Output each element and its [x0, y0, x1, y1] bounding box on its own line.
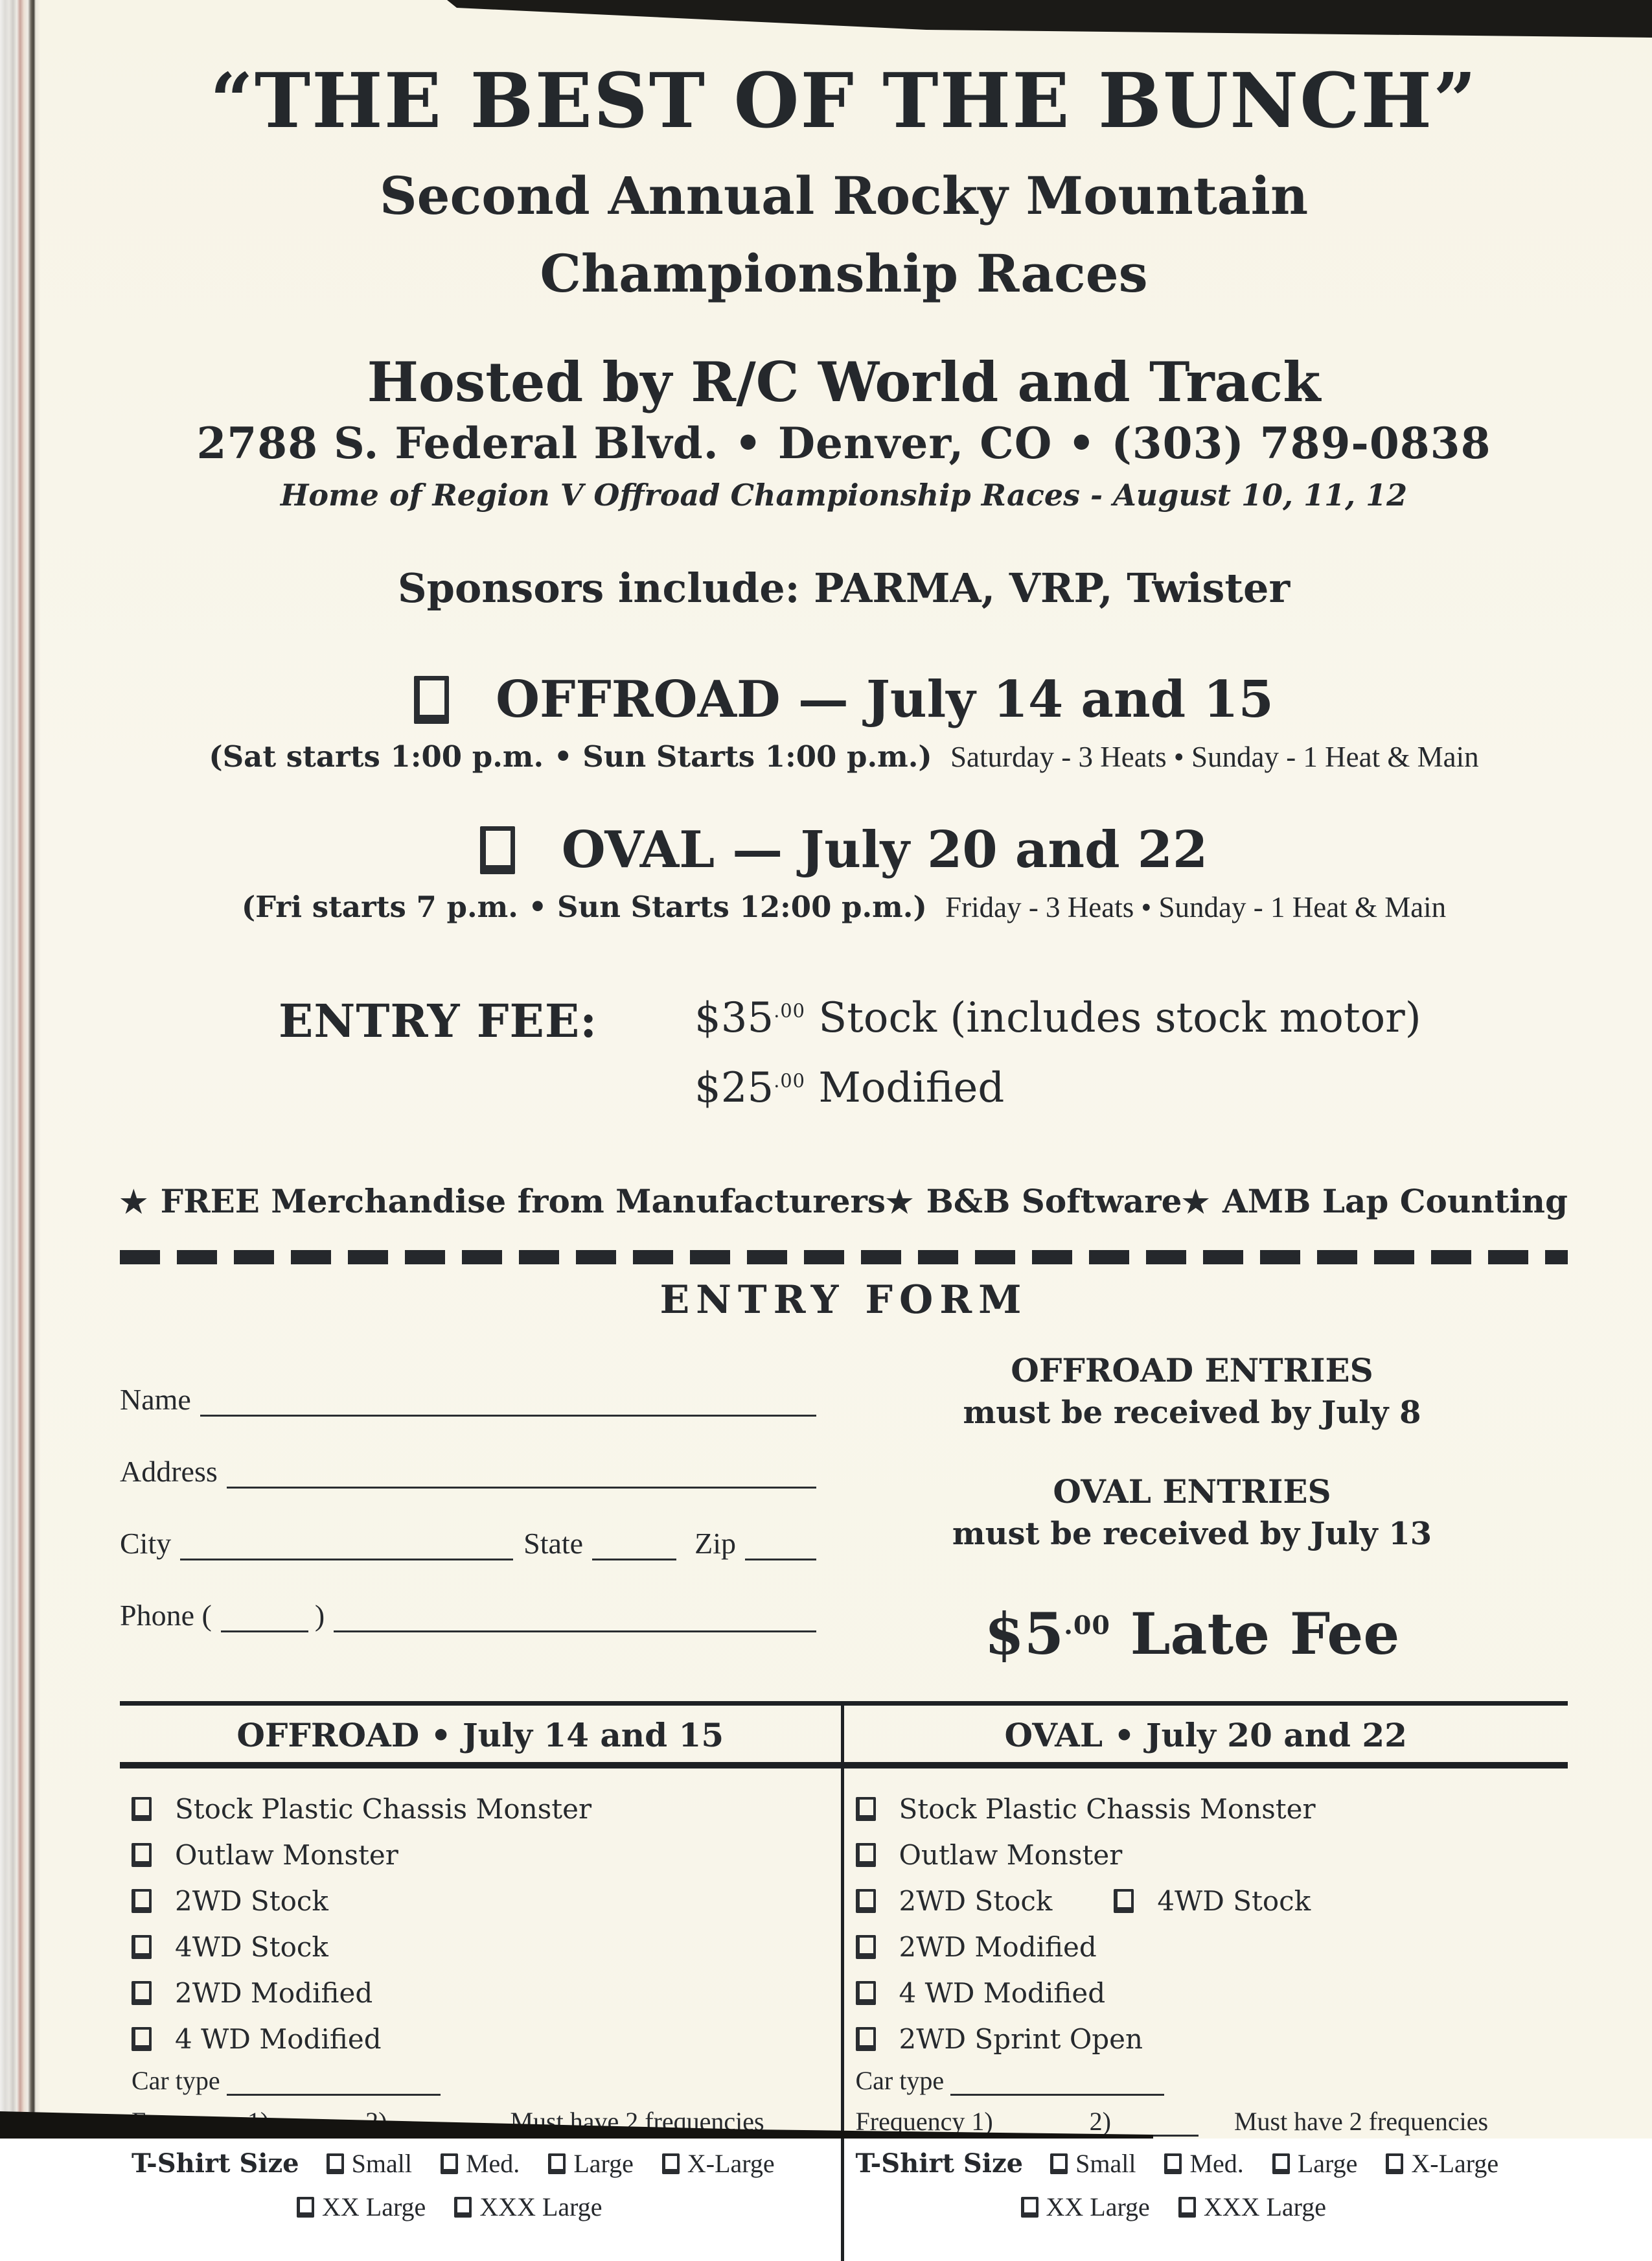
entry-fee-lines [694, 994, 1421, 1112]
tshirt-checkbox-icon[interactable] [1164, 2153, 1182, 2174]
frequency2-input-line[interactable] [1118, 2107, 1199, 2137]
tshirt-option-xxxlarge [1178, 2192, 1326, 2222]
frequency2-label: 2) [1089, 2107, 1111, 2136]
tshirt-size-text: XXX Large [1203, 2192, 1327, 2221]
tshirt-checkbox-icon[interactable] [1021, 2197, 1038, 2218]
class-checkbox-icon[interactable] [856, 1981, 876, 2005]
class-row [856, 1793, 1568, 1825]
page-subtitle [120, 157, 1568, 312]
class-row [856, 2023, 1568, 2055]
oval-schedule-format: Friday - 3 Heats • Sunday - 1 Heat & Main [945, 891, 1447, 923]
class-checkbox-icon[interactable] [132, 1981, 152, 2005]
tshirt-option-xxxlarge [454, 2192, 602, 2222]
state-input-line[interactable] [592, 1527, 676, 1560]
fee-modified-cents: .00 [774, 1069, 805, 1092]
tshirt-checkbox-icon[interactable] [1272, 2153, 1290, 2174]
oval-event-title: OVAL — July 20 and 22 [561, 820, 1208, 879]
offroad-event-title: OFFROAD — July 14 and 15 [496, 670, 1274, 729]
perk-software-text: B&B Software [926, 1182, 1182, 1220]
tshirt-size-row [856, 2148, 1568, 2179]
offroad-column-header: OFFROAD • July 14 and 15 [120, 1706, 841, 1768]
tshirt-option-large [1272, 2148, 1358, 2179]
class-row-second-option [1114, 1885, 1311, 1917]
oval-column-footer [844, 2065, 1568, 2222]
offroad-schedule-times: (Sat starts 1:00 p.m. • Sun Starts 1:00 p.m.) [209, 739, 932, 774]
address-line: 2788 S. Federal Blvd. • Denver, CO • (303) 789-0838 [196, 418, 1491, 469]
class-label: 4WD Stock [1157, 1885, 1311, 1917]
class-label: 4 WD Modified [175, 2023, 382, 2055]
zip-input-line[interactable] [745, 1527, 816, 1560]
oval-event-schedule [120, 890, 1568, 924]
class-row [132, 1793, 841, 1825]
tshirt-checkbox-icon[interactable] [297, 2197, 314, 2218]
fee-stock-amount: $35 [694, 994, 774, 1042]
tshirt-size-text: XXX Large [479, 2192, 602, 2221]
name-field-row [120, 1382, 816, 1417]
tshirt-checkbox-icon[interactable] [327, 2153, 344, 2174]
tshirt-checkbox-icon[interactable] [548, 2153, 566, 2174]
tshirt-option-med [441, 2148, 520, 2179]
class-row [132, 1977, 841, 2009]
frequency1-input-line[interactable] [1000, 2107, 1081, 2137]
tshirt-checkbox-icon[interactable] [441, 2153, 458, 2174]
tshirt-option-med [1164, 2148, 1243, 2179]
tshirt-option-xxlarge [297, 2192, 426, 2222]
phone-paren-close: ) [314, 1599, 325, 1632]
venue-note-line: Home of Region V Offroad Championship Races - August 10, 11, 12 [280, 478, 1408, 513]
class-label: 4 WD Modified [899, 1977, 1106, 2009]
frequency-note: Must have 2 frequencies [1233, 2107, 1489, 2136]
city-field-label: City [120, 1527, 172, 1560]
star-icon: ★ [1182, 1184, 1210, 1220]
offroad-deadline-title: OFFROAD ENTRIES [1011, 1351, 1373, 1389]
deadlines-block [816, 1345, 1568, 1667]
tshirt-size-text: Large [573, 2149, 634, 2178]
zip-field-label: Zip [694, 1527, 736, 1560]
car-type-input-line[interactable] [950, 2067, 1164, 2096]
class-label: 2WD Stock [175, 1885, 328, 1917]
tshirt-option-small [327, 2148, 412, 2179]
class-checkbox-icon[interactable] [132, 1843, 152, 1867]
class-row [856, 1977, 1568, 2009]
fee-stock-cents: .00 [774, 999, 805, 1022]
class-checkbox-icon[interactable] [856, 1843, 876, 1867]
phone-field-label: Phone ( [120, 1599, 212, 1632]
class-checkbox-icon[interactable] [132, 2027, 152, 2051]
phone-area-code-line[interactable] [221, 1599, 308, 1632]
class-checkbox-icon[interactable] [856, 2027, 876, 2051]
entry-form-fields [120, 1345, 816, 1667]
tshirt-size-row-2 [297, 2192, 841, 2222]
tshirt-size-text: Large [1297, 2149, 1358, 2178]
tshirt-option-small [1050, 2148, 1136, 2179]
class-row [856, 1885, 1568, 1917]
tshirt-size-text: Small [1075, 2149, 1136, 2178]
name-input-line[interactable] [200, 1384, 816, 1417]
subtitle-line-2: Championship Races [540, 243, 1148, 304]
perks-row [120, 1182, 1568, 1220]
class-row [132, 2023, 841, 2055]
oval-deadline-text: must be received by July 13 [952, 1516, 1432, 1552]
offroad-event-schedule [120, 739, 1568, 774]
offroad-schedule-format: Saturday - 3 Heats • Sunday - 1 Heat & Main [950, 741, 1479, 773]
entry-fee-section [120, 994, 1568, 1112]
tshirt-size-row [132, 2148, 841, 2179]
offroad-event-checkbox-icon[interactable] [414, 676, 449, 724]
class-label: 2WD Modified [175, 1977, 373, 2009]
oval-deadline-title: OVAL ENTRIES [1053, 1472, 1331, 1511]
tshirt-option-xxlarge [1021, 2192, 1150, 2222]
entry-form-section [120, 1345, 1568, 1667]
dashed-divider [120, 1250, 1568, 1264]
class-label: Outlaw Monster [175, 1839, 398, 1871]
class-label: Stock Plastic Chassis Monster [899, 1793, 1316, 1825]
event-offroad [120, 670, 1568, 774]
class-label: 4WD Stock [175, 1931, 328, 1963]
sponsors-line: Sponsors include: PARMA, VRP, Twister [397, 564, 1291, 612]
car-type-row [856, 2065, 1568, 2096]
class-checkbox-icon[interactable] [132, 1889, 152, 1913]
oval-column-header: OVAL • July 20 and 22 [844, 1706, 1568, 1768]
tshirt-checkbox-icon[interactable] [1386, 2153, 1403, 2174]
oval-schedule-times: (Fri starts 7 p.m. • Sun Starts 12:00 p.m.) [241, 890, 927, 924]
city-state-zip-row [120, 1526, 816, 1560]
frequency-note: Must have 2 frequencies [510, 2107, 764, 2136]
car-type-label: Car type [855, 2066, 945, 2095]
class-row [856, 1839, 1568, 1871]
event-oval [120, 820, 1568, 924]
tshirt-option-large [548, 2148, 634, 2179]
perk-lap-counting [1182, 1182, 1568, 1220]
state-field-label: State [523, 1527, 584, 1560]
class-checkbox-icon[interactable] [856, 1935, 876, 1959]
tshirt-size-text: XX Large [1046, 2192, 1150, 2221]
tshirt-checkbox-icon[interactable] [454, 2197, 472, 2218]
tshirt-checkbox-icon[interactable] [662, 2153, 680, 2174]
tshirt-option-xlarge [662, 2148, 775, 2179]
fee-line-stock [694, 994, 1421, 1042]
perk-software [886, 1182, 1182, 1220]
star-icon: ★ [886, 1184, 913, 1220]
star-icon: ★ [120, 1184, 148, 1220]
tshirt-size-text: XX Large [322, 2192, 426, 2221]
event-sections [120, 670, 1568, 924]
tshirt-size-label: T-Shirt Size [855, 2148, 1024, 2179]
class-row [132, 1931, 841, 1963]
class-checkbox-icon[interactable] [856, 1797, 876, 1821]
perk-lap-counting-text: AMB Lap Counting [1222, 1182, 1568, 1220]
tshirt-checkbox-icon[interactable] [1050, 2153, 1068, 2174]
frequency-row [856, 2106, 1568, 2137]
class-label: 2WD Sprint Open [899, 2023, 1143, 2055]
class-row [856, 1931, 1568, 1963]
fee-modified-desc: Modified [805, 1064, 1005, 1112]
offroad-class-list [120, 1768, 841, 2055]
scan-edge-left [0, 0, 40, 2139]
tshirt-size-text: Small [351, 2149, 412, 2178]
class-checkbox-icon[interactable] [132, 1797, 152, 1821]
city-input-line[interactable] [180, 1527, 513, 1560]
class-row [132, 1839, 841, 1871]
car-type-row [132, 2065, 841, 2096]
entry-form-heading: ENTRY FORM [660, 1277, 1028, 1323]
tshirt-size-label: T-Shirt Size [132, 2148, 299, 2179]
offroad-column-footer [120, 2065, 841, 2222]
late-fee-amount: $5 [984, 1600, 1064, 1667]
class-label: 2WD Stock [899, 1885, 1053, 1917]
phone-input-line[interactable] [334, 1599, 816, 1632]
perk-merchandise-text: FREE Merchandise from Manufacturers [160, 1182, 886, 1220]
fee-line-modified [694, 1064, 1421, 1112]
tshirt-option-xlarge [1386, 2148, 1498, 2179]
race-classes-table [120, 1701, 1568, 2261]
late-fee-cents: .00 [1064, 1610, 1110, 1641]
phone-field-row [120, 1598, 816, 1632]
frequency-label: Frequency 1) [855, 2107, 993, 2136]
oval-class-list [844, 1768, 1568, 2055]
address-field-label: Address [120, 1455, 218, 1488]
perk-merchandise [120, 1182, 886, 1220]
class-label: 2WD Modified [899, 1931, 1097, 1963]
fee-stock-desc: Stock (includes stock motor) [805, 994, 1421, 1042]
offroad-classes-column [120, 1706, 844, 2261]
tshirt-size-text: Med. [1189, 2149, 1244, 2178]
name-field-label: Name [120, 1383, 191, 1416]
late-fee-text: Late Fee [1110, 1600, 1400, 1667]
address-field-row [120, 1454, 816, 1489]
offroad-deadline-text: must be received by July 8 [963, 1395, 1421, 1431]
tshirt-size-text: X-Large [687, 2149, 775, 2178]
tshirt-size-text: Med. [465, 2149, 520, 2178]
car-type-input-line[interactable] [227, 2067, 441, 2096]
tshirt-checkbox-icon[interactable] [1178, 2197, 1196, 2218]
tshirt-size-row-2 [1021, 2192, 1568, 2222]
class-row [132, 1885, 841, 1917]
class-label: Outlaw Monster [899, 1839, 1123, 1871]
oval-classes-column [844, 1706, 1568, 2261]
hosted-by-line: Hosted by R/C World and Track [367, 350, 1321, 414]
car-type-label: Car type [132, 2066, 220, 2095]
class-checkbox-icon[interactable] [1114, 1889, 1134, 1913]
class-checkbox-icon[interactable] [132, 1935, 152, 1959]
fee-modified-amount: $25 [694, 1064, 774, 1112]
page-title: “THE BEST OF THE BUNCH” [210, 57, 1478, 145]
tshirt-size-text: X-Large [1411, 2149, 1499, 2178]
entry-fee-label: ENTRY FEE: [279, 994, 598, 1048]
class-label: Stock Plastic Chassis Monster [175, 1793, 592, 1825]
class-checkbox-icon[interactable] [856, 1889, 876, 1913]
subtitle-line-1: Second Annual Rocky Mountain [379, 165, 1309, 226]
oval-event-checkbox-icon[interactable] [480, 826, 515, 874]
address-input-line[interactable] [227, 1455, 816, 1489]
late-fee-line [816, 1600, 1568, 1667]
